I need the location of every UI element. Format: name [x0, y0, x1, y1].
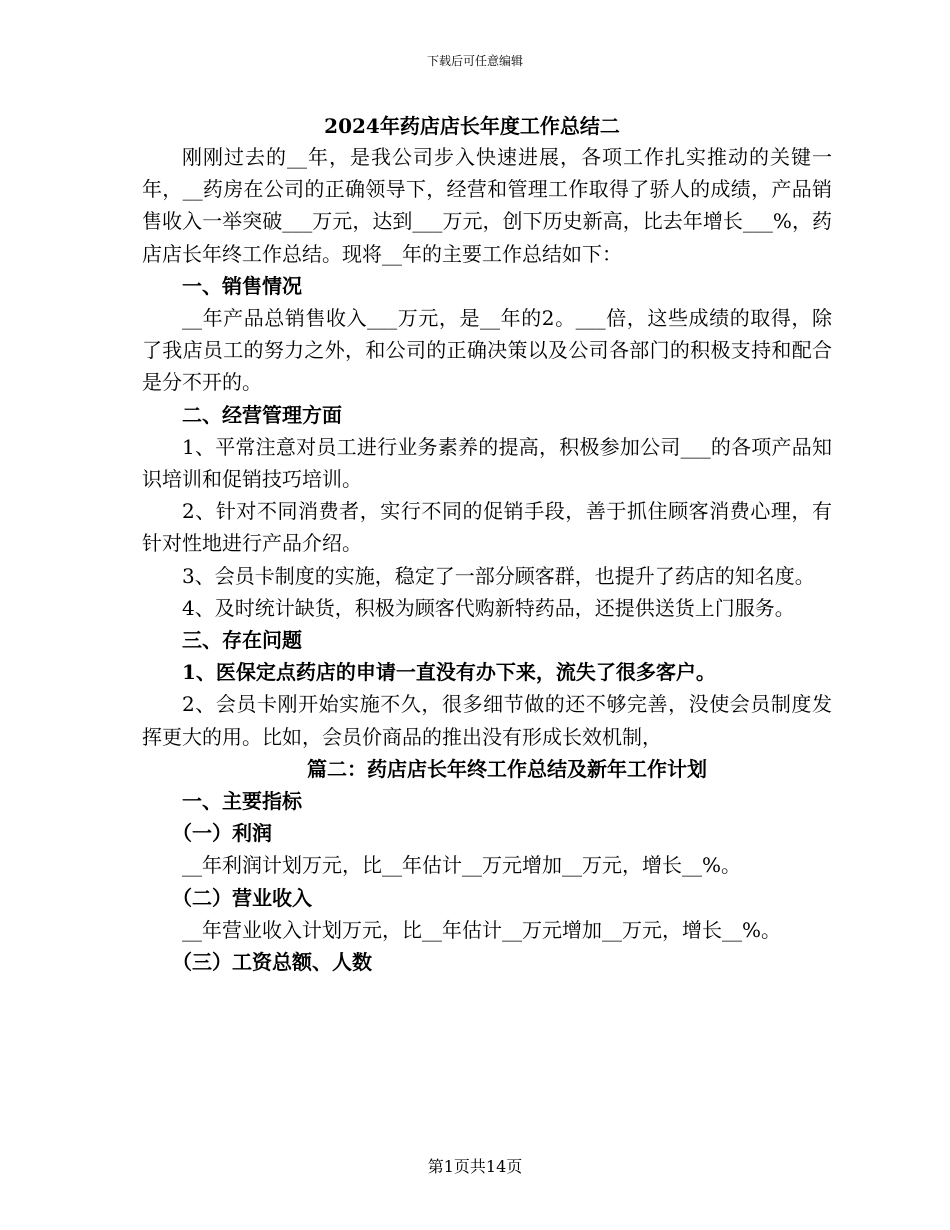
management-item-4: 4、及时统计缺货，积极为顾客代购新特药品，还提供送货上门服务。 — [182, 595, 795, 620]
management-item-3: 3、会员卡制度的实施，稳定了一部分顾客群，也提升了药店的知名度。 — [182, 563, 815, 588]
revenue-paragraph: __年营业收入计划万元，比__年估计__万元增加__万元，增长__%。 — [182, 917, 782, 942]
page-header-note: 下载后可任意编辑 — [426, 54, 523, 68]
subheading-wages: （三）工资总额、人数 — [172, 950, 372, 975]
section-heading-management: 二、经营管理方面 — [182, 402, 342, 427]
section-heading-sales: 一、销售情况 — [182, 273, 302, 298]
problem-item-2: 2、会员卡刚开始实施不久，很多细节做的还不够完善，没使会员制度发挥更大的用。比如，会员价商品的推出没有形成长效机制， — [142, 692, 832, 749]
management-item-2: 2、针对不同消费者，实行不同的促销手段，善于抓住顾客消费心理，有针对性地进行产品介绍。 — [142, 499, 832, 556]
document-title: 2024年药店店长年度工作总结二 — [324, 114, 620, 138]
subheading-profit: （一）利润 — [172, 821, 272, 846]
document-body — [142, 141, 832, 978]
sales-paragraph: __年产品总销售收入___万元，是__年的2。___倍，这些成绩的取得，除了我店员工的努力之外，和公司的正确决策以及公司各部门的积极支持和配合是分不开的。 — [142, 306, 832, 395]
management-item-1: 1、平常注意对员工进行业务素养的提高，积极参加公司___的各项产品知识培训和促销技巧培训。 — [142, 434, 832, 492]
section-heading-indicators: 一、主要指标 — [182, 789, 302, 814]
problem-item-1: 1、医保定点药店的申请一直没有办下来，流失了很多客户。 — [182, 660, 716, 685]
section-heading-problems: 三、存在问题 — [182, 628, 302, 653]
profit-paragraph: __年利润计划万元，比__年估计__万元增加__万元，增长__%。 — [182, 853, 742, 878]
subheading-revenue: （二）营业收入 — [172, 885, 312, 910]
page-number-footer: 第1页共14页 — [427, 1157, 523, 1176]
intro-paragraph: 刚刚过去的__年，是我公司步入快速进展，各项工作扎实推动的关键一年，__药房在公司的正确领导下，经营和管理工作取得了骄人的成绩，产品销售收入一举突破___万元，达到___万元，创下历史新高，比去年增长___%，药店店长年终工作总结。现将__年的主要工作总结如下： — [142, 145, 832, 266]
part-two-title: 篇二：药店店长年终工作总结及新年工作计划 — [307, 756, 707, 781]
